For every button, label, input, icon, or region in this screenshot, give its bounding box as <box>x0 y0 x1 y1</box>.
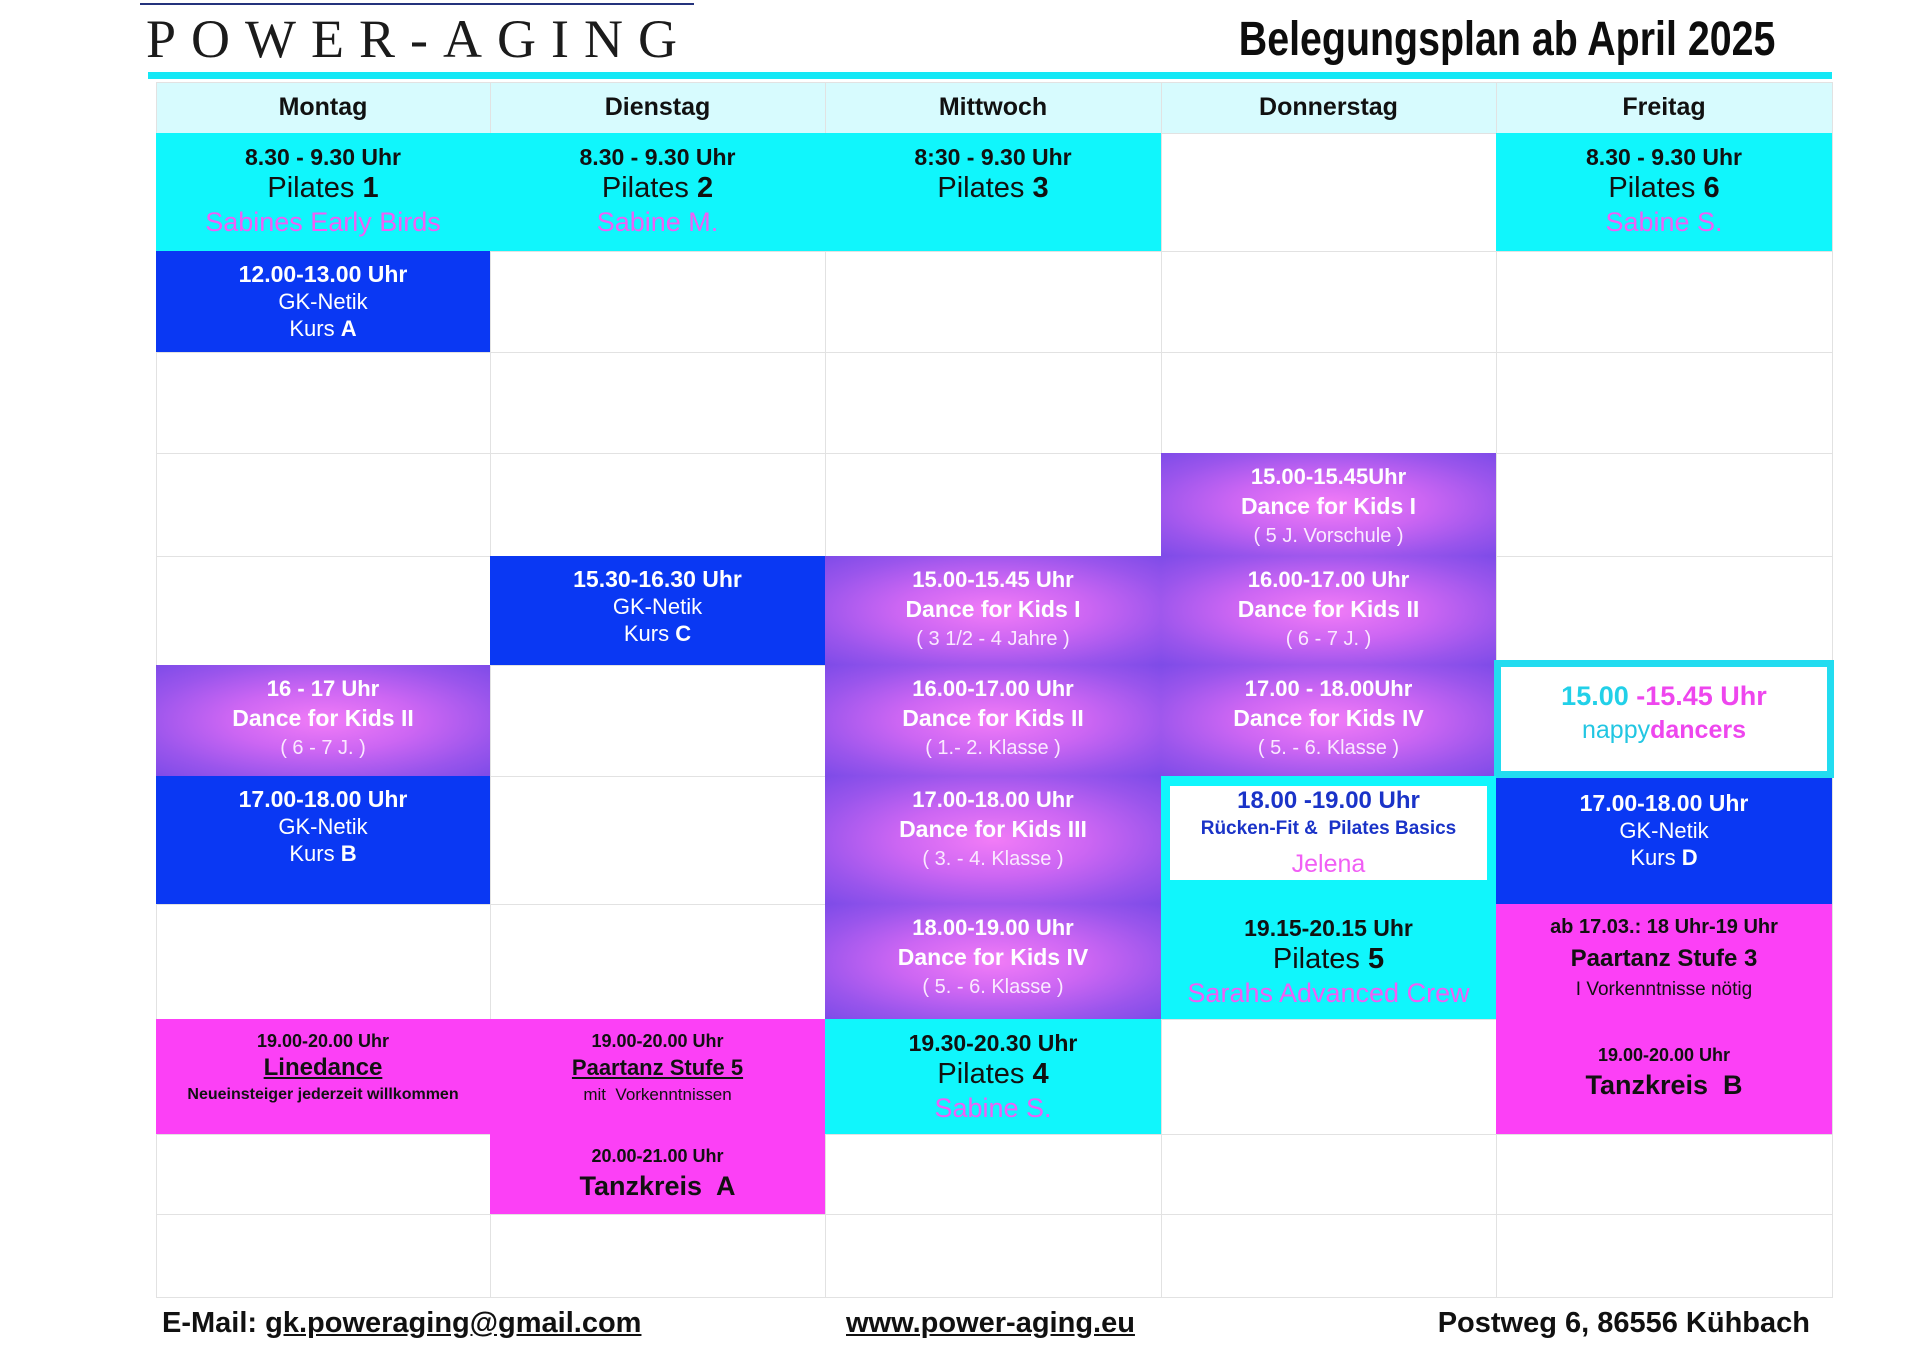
day-header-friday: Freitag <box>1622 93 1706 121</box>
class-time: 15.30-16.30 Uhr <box>573 566 742 592</box>
class-note: Neueinsteiger jederzeit willkommen <box>187 1086 459 1103</box>
footer-email <box>162 1306 641 1340</box>
class-title: Rücken-Fit & Pilates Basics <box>1200 818 1457 839</box>
grid-cell <box>156 556 491 666</box>
class-title: Dance for Kids I <box>905 596 1081 622</box>
course-label: Kurs B <box>289 841 357 866</box>
class-time: 8.30 - 9.30 Uhr <box>1586 144 1742 170</box>
instructor-name: Sabine M. <box>596 207 719 237</box>
class-title: Paartanz Stufe 3 <box>1570 945 1758 972</box>
class-age-group: ( 5. - 6. Klasse ) <box>1257 737 1400 759</box>
class-time: 16.00-17.00 Uhr <box>912 676 1074 701</box>
class-title: GK-Netik <box>1619 818 1709 843</box>
grid-cell <box>156 453 491 557</box>
grid-cell <box>1161 1019 1497 1135</box>
class-title: Dance for Kids IV <box>1233 705 1424 731</box>
class-time: 16 - 17 Uhr <box>266 676 380 701</box>
class-age-group: ( 5 J. Vorschule ) <box>1253 525 1404 547</box>
grid-cell <box>825 1214 1162 1298</box>
grid-cell <box>1496 556 1833 666</box>
class-age-group: ( 3 1/2 - 4 Jahre ) <box>916 628 1070 650</box>
class-note: I Vorkenntnisse nötig <box>1575 979 1753 1000</box>
instructor-name: Sabines Early Birds <box>205 207 441 237</box>
class-title: Dance for Kids IV <box>897 944 1089 970</box>
class-mon-gk-netik-a <box>156 251 490 352</box>
day-header-monday: Montag <box>278 93 368 121</box>
class-time: 18.00 -19.00 Uhr <box>1237 787 1420 814</box>
page-title: Belegungsplan ab April 2025 <box>1238 13 1775 66</box>
grid-cell <box>1161 133 1497 252</box>
class-title: Paartanz Stufe 5 <box>571 1055 744 1080</box>
header-divider <box>148 72 1832 79</box>
class-time: 19.00-20.00 Uhr <box>591 1031 724 1051</box>
class-title: Linedance <box>263 1054 383 1081</box>
class-time: 19.15-20.15 Uhr <box>1244 915 1413 941</box>
class-time: 17.00-18.00 Uhr <box>238 786 408 812</box>
grid-cell <box>825 1134 1162 1215</box>
class-title: Pilates 5 <box>1272 943 1385 975</box>
class-time: 15.00-15.45Uhr <box>1250 464 1407 489</box>
class-title: GK-Netik <box>278 814 368 839</box>
class-wed-pilates-4 <box>825 1019 1161 1134</box>
class-thu-ruecken-fit <box>1161 776 1496 904</box>
class-title: Dance for Kids II <box>232 705 414 731</box>
class-mon-dance-kids-2 <box>156 665 490 776</box>
class-fri-paartanz-3 <box>1496 904 1832 1019</box>
class-time: 16.00-17.00 Uhr <box>1247 567 1410 592</box>
website-link[interactable]: www.power-aging.eu <box>846 1307 1135 1339</box>
class-wed-dance-kids-1 <box>825 556 1161 665</box>
grid-cell <box>490 665 826 777</box>
course-label: Kurs A <box>289 316 357 341</box>
class-time: 17.00 - 18.00Uhr <box>1244 676 1413 701</box>
grid-cell <box>1496 352 1833 454</box>
instructor-name: Sabine S. <box>1605 207 1723 237</box>
class-time: 15.00 -15.45 Uhr <box>1561 681 1767 711</box>
class-time: 19.30-20.30 Uhr <box>908 1030 1078 1056</box>
class-time: 18.00-19.00 Uhr <box>912 915 1074 940</box>
grid-cell <box>156 904 491 1020</box>
class-card <box>1170 786 1487 880</box>
grid-cell <box>1496 1134 1833 1215</box>
class-title: Dance for Kids III <box>899 816 1087 842</box>
grid-cell <box>156 352 491 454</box>
day-header-tuesday: Dienstag <box>604 93 711 121</box>
grid-cell <box>1496 453 1833 557</box>
course-label: Kurs C <box>623 621 692 646</box>
class-time: 8.30 - 9.30 Uhr <box>245 144 401 170</box>
grid-cell <box>156 1134 491 1215</box>
class-tue-pilates-2 <box>490 133 825 251</box>
grid-cell <box>490 904 826 1020</box>
class-thu-dance-kids-1 <box>1161 453 1496 556</box>
class-time: 17.00-18.00 Uhr <box>1579 790 1749 816</box>
class-title: nappydancers <box>1581 716 1746 744</box>
class-title: Pilates 2 <box>601 172 714 204</box>
class-age-group: ( 3. - 4. Klasse ) <box>922 848 1064 870</box>
grid-cell <box>490 352 826 454</box>
class-mon-pilates-1 <box>156 133 490 251</box>
class-wed-dance-kids-3 <box>825 776 1161 904</box>
class-fri-nappydancers <box>1494 660 1834 778</box>
class-mon-linedance <box>156 1019 490 1134</box>
class-tue-gk-netik-c <box>490 556 825 665</box>
class-age-group: ( 6 - 7 J. ) <box>280 737 366 759</box>
class-time: 20.00-21.00 Uhr <box>591 1146 724 1166</box>
footer-address: Postweg 6, 86556 Kühbach <box>1437 1307 1810 1339</box>
class-title: Dance for Kids II <box>1237 596 1420 622</box>
grid-cell <box>1161 1214 1497 1298</box>
grid-cell <box>1161 352 1497 454</box>
email-link[interactable]: gk.poweraging@gmail.com <box>265 1307 642 1339</box>
class-thu-pilates-5 <box>1161 904 1496 1019</box>
class-time: 19.00-20.00 Uhr <box>256 1031 390 1051</box>
course-label: Kurs D <box>1630 845 1698 870</box>
grid-cell <box>825 352 1162 454</box>
class-time: 8:30 - 9.30 Uhr <box>914 144 1072 170</box>
class-mon-gk-netik-b <box>156 776 490 904</box>
grid-cell <box>490 251 826 353</box>
class-title: Pilates 4 <box>937 1058 1049 1090</box>
day-header-thursday: Donnerstag <box>1259 93 1398 121</box>
class-time: 8.30 - 9.30 Uhr <box>579 144 736 170</box>
instructor-name: Sabine S. <box>934 1093 1052 1123</box>
class-tue-tanzkreis-a <box>490 1134 825 1214</box>
class-time: 17.00-18.00 Uhr <box>912 787 1074 812</box>
grid-cell <box>1161 251 1497 353</box>
grid-cell <box>825 251 1162 353</box>
class-title: Pilates 3 <box>937 172 1049 204</box>
class-time: 15.00-15.45 Uhr <box>912 567 1074 592</box>
class-thu-dance-kids-2 <box>1161 556 1496 665</box>
class-title: Tanzkreis B <box>1585 1070 1743 1100</box>
instructor-name: Jelena <box>1291 850 1366 878</box>
class-note: mit Vorkenntnissen <box>583 1085 732 1104</box>
class-time: 19.00-20.00 Uhr <box>1597 1045 1731 1065</box>
grid-cell <box>1496 251 1833 353</box>
grid-cell <box>490 776 826 905</box>
class-fri-tanzkreis-b <box>1496 1019 1832 1134</box>
logo-rule <box>140 3 694 5</box>
class-title: GK-Netik <box>278 289 368 314</box>
class-tue-paartanz-5 <box>490 1019 825 1134</box>
class-time: 12.00-13.00 Uhr <box>238 261 408 287</box>
class-title: Dance for Kids II <box>902 705 1084 731</box>
email-label: E-Mail: <box>162 1307 266 1339</box>
class-wed-dance-kids-4 <box>825 904 1161 1019</box>
grid-cell <box>490 453 826 557</box>
class-title: Pilates 1 <box>267 172 379 204</box>
class-title: Dance for Kids I <box>1240 493 1417 519</box>
class-time: ab 17.03.: 18 Uhr-19 Uhr <box>1550 916 1778 938</box>
grid-cell <box>1496 1214 1833 1298</box>
instructor-name: Sarahs Advanced Crew <box>1187 978 1470 1008</box>
grid-cell <box>1161 1134 1497 1215</box>
class-thu-dance-kids-4 <box>1161 665 1496 776</box>
class-wed-dance-kids-2 <box>825 665 1161 776</box>
brand-logo: POWER-AGING <box>146 9 692 69</box>
class-title: Pilates 6 <box>1608 172 1720 204</box>
class-fri-pilates-6 <box>1496 133 1832 251</box>
class-fri-gk-netik-d <box>1496 778 1832 904</box>
class-age-group: ( 1.- 2. Klasse ) <box>925 737 1061 759</box>
class-age-group: ( 6 - 7 J. ) <box>1285 628 1372 650</box>
class-title: GK-Netik <box>612 594 703 619</box>
class-title: Tanzkreis A <box>579 1171 736 1201</box>
grid-cell <box>825 453 1162 557</box>
day-header-wednesday: Mittwoch <box>938 93 1048 121</box>
grid-cell <box>490 1214 826 1298</box>
class-wed-pilates-3 <box>825 133 1161 251</box>
class-age-group: ( 5. - 6. Klasse ) <box>922 976 1064 998</box>
grid-cell <box>156 1214 491 1298</box>
